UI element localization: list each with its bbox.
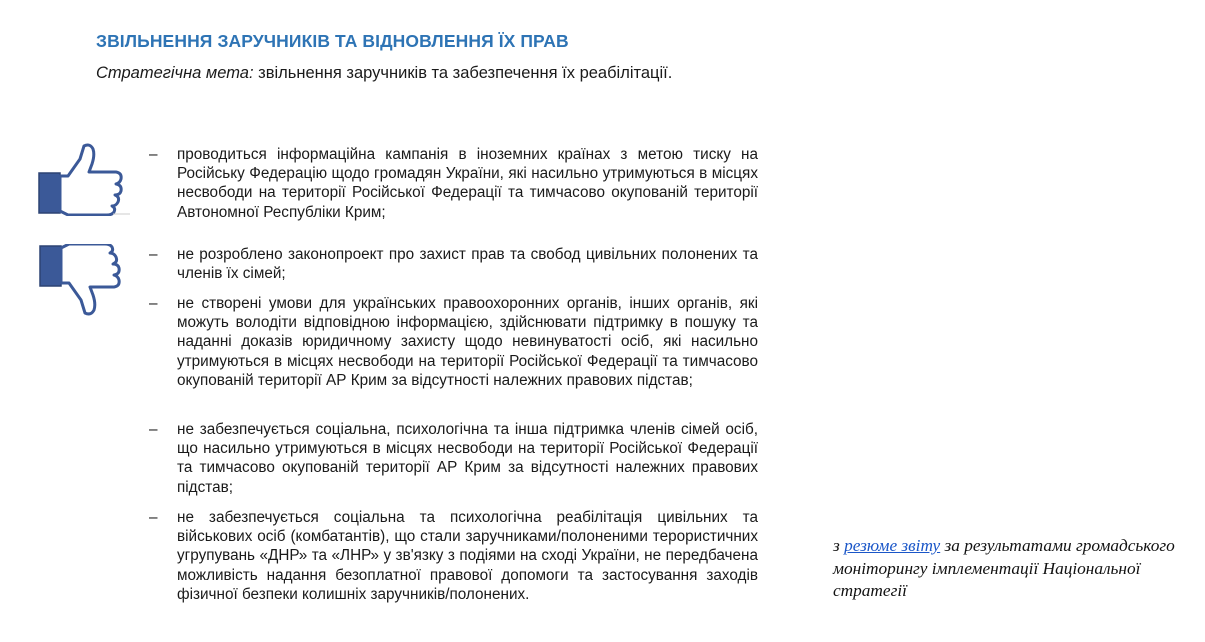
goal-label: Стратегічна мета: <box>96 64 254 82</box>
report-summary-link[interactable]: резюме звіту <box>844 536 941 555</box>
item-text: не розроблено законопроект про захист прав та свобод цивільних полонених та членів їх сімей; <box>177 246 758 283</box>
dash: – <box>149 295 158 312</box>
list-item-negative-3 <box>149 420 758 497</box>
item-text: проводиться інформаційна кампанія в іноземних країнах з метою тиску на Російську Федерацію щодо громадян України, які насильно утримуються в місцях несвободи на території Російської Федерації та тимчасово окупованій території Автономної Республіки Крим; <box>177 146 758 221</box>
dash: – <box>149 421 158 438</box>
list-item-negative-4 <box>149 508 758 604</box>
thumbs-up-icon <box>38 142 130 216</box>
page-heading: ЗВІЛЬНЕННЯ ЗАРУЧНИКІВ ТА ВІДНОВЛЕННЯ ЇХ ПРАВ <box>96 31 569 51</box>
dash: – <box>149 509 158 526</box>
goal-text: звільнення заручників та забезпечення їх реабілітації. <box>258 64 673 82</box>
source-citation <box>833 535 1203 603</box>
list-item-negative-1 <box>149 245 758 283</box>
dash: – <box>149 146 158 163</box>
item-text: не забезпечується соціальна, психологічна та інша підтримка членів сімей осіб, що насильно утримуються в місцях несвободи на території Російської Федерації та тимчасово окупованій території АР Крим за відсутності належних правових підстав; <box>177 421 758 496</box>
list-item-positive-1 <box>149 145 758 222</box>
item-text: не створені умови для українських правоохоронних органів, інших органів, які можуть володіти відповідною інформацією, здійснювати підтримку в пошуку та наданні доказів юридичному захисту щодо невинуватості осіб, які насильно утримуються в місцях несвободи на території Російської Федерації та тимчасово окупованій території АР Крим за відсутності належних правових підстав; <box>177 295 758 389</box>
list-item-negative-2 <box>149 294 758 390</box>
dash: – <box>149 246 158 263</box>
item-text: не забезпечується соціальна та психологічна реабілітація цивільних та військових осіб (комбатантів), що стали заручниками/полоненими терористичних угрупувань «ДНР» та «ЛНР» у зв'язку з подіями на сході України, не передбачена можливість надання безоплатної правової допомоги та застосування заходів фізичної безпеки колишніх заручників/полонених. <box>177 509 758 603</box>
citation-prefix: з <box>833 536 845 555</box>
thumbs-down-icon <box>38 244 122 318</box>
citation-suffix: за результатами громадського моніторингу імплементації Національної стратегії <box>833 536 1175 600</box>
strategic-goal <box>96 64 672 83</box>
